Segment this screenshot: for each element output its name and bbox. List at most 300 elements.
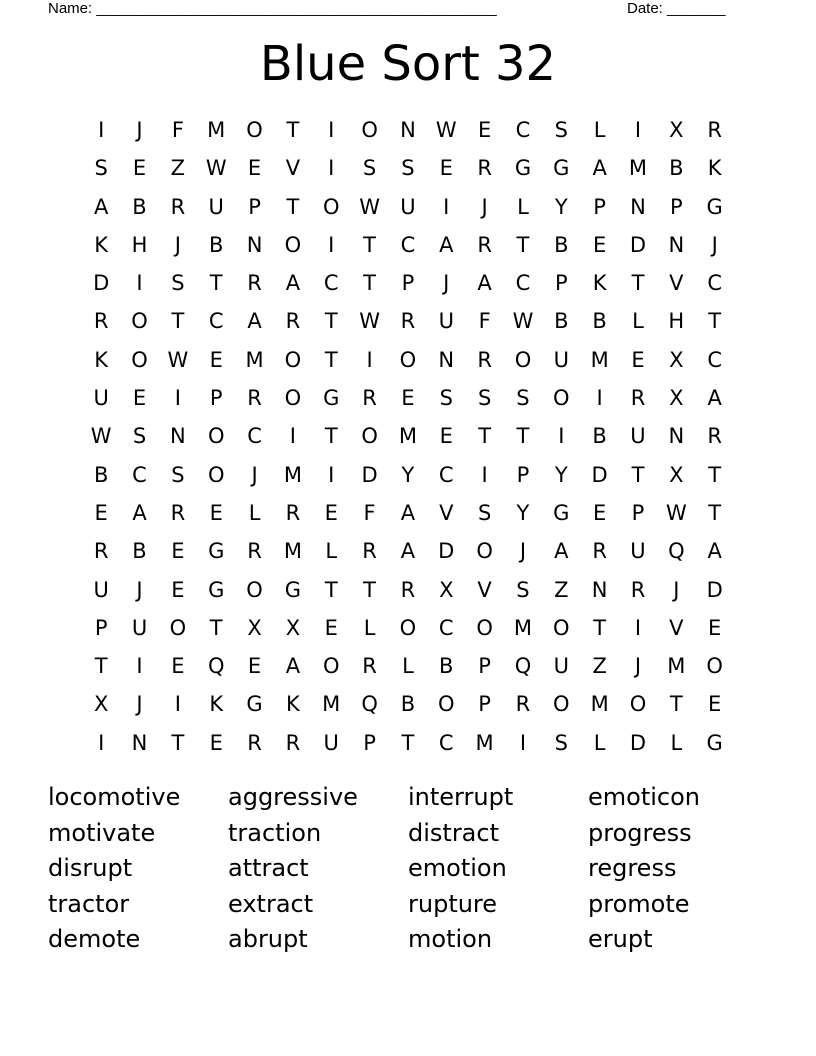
grid-cell: A (247, 309, 262, 334)
grid-row (82, 264, 734, 302)
grid-cell: U (93, 386, 109, 411)
grid-cell: N (438, 347, 455, 372)
grid-cell: O (322, 654, 340, 679)
grid-cell: B (554, 309, 569, 334)
grid-cell: R (247, 386, 262, 411)
grid-cell: I (98, 118, 105, 142)
grid-row (82, 111, 734, 149)
grid-cell: S (477, 500, 492, 525)
grid-cell: R (592, 539, 607, 564)
grid-cell: M (513, 615, 533, 640)
grid-cell: R (93, 309, 109, 334)
grid-cell: Y (554, 462, 568, 487)
grid-cell: I (289, 424, 296, 449)
grid-row (82, 188, 734, 226)
grid-cell: O (131, 309, 148, 334)
grid-cell: A (554, 539, 569, 564)
grid-cell: L (670, 730, 683, 755)
word-list-item: attract (228, 854, 309, 883)
word-list-item: distract (408, 818, 499, 847)
grid-cell: R (170, 194, 186, 219)
grid-cell: E (132, 156, 147, 181)
grid-cell: U (400, 194, 416, 219)
grid-cell: N (131, 730, 148, 755)
grid-cell: J (519, 539, 527, 564)
grid-cell: O (553, 386, 570, 411)
grid-cell: R (400, 309, 416, 334)
grid-cell: H (668, 309, 685, 334)
grid-cell: K (707, 156, 722, 181)
grid-cell: G (553, 156, 570, 181)
grid-cell: O (322, 194, 340, 219)
grid-cell: L (325, 539, 338, 564)
grid-cell: A (400, 539, 416, 564)
grid-cell: O (246, 118, 263, 142)
grid-cell: G (514, 156, 532, 181)
word-list-item: interrupt (408, 783, 514, 811)
grid-cell: W (359, 194, 380, 219)
page-title: Blue Sort 32 (259, 36, 557, 92)
grid-cell: E (171, 539, 185, 564)
grid-cell: J (443, 271, 450, 296)
grid-cell: T (516, 232, 530, 257)
grid-cell: O (284, 232, 302, 257)
grid-cell: E (324, 615, 338, 640)
grid-cell: F (478, 309, 491, 334)
word-list-item: emotion (408, 854, 507, 883)
grid-cell: S (171, 271, 185, 296)
grid-cell: T (401, 730, 415, 755)
grid-row (82, 456, 734, 494)
grid-cell: B (592, 309, 607, 334)
grid-cell: Q (514, 654, 532, 679)
grid-cell: L (517, 194, 529, 219)
grid-cell: O (246, 577, 263, 602)
grid-cell: D (629, 730, 647, 755)
grid-cell: B (554, 232, 569, 257)
grid-row (82, 685, 734, 723)
grid-cell: K (209, 692, 224, 717)
grid-cell: M (590, 692, 609, 717)
word-list-item: erupt (588, 925, 653, 954)
word-list-item: emoticon (588, 783, 700, 811)
grid-cell: I (558, 424, 565, 449)
grid-cell: E (708, 615, 722, 640)
grid-cell: I (366, 347, 373, 372)
grid-cell: L (632, 309, 644, 334)
grid-cell: T (478, 424, 492, 449)
grid-cell: O (207, 462, 225, 487)
grid-cell: I (174, 386, 181, 411)
grid-row (82, 226, 734, 264)
grid-cell: T (708, 462, 722, 487)
grid-cell: E (324, 500, 338, 525)
grid-cell: O (399, 615, 417, 640)
grid-cell: I (136, 271, 143, 296)
grid-cell: D (438, 539, 455, 564)
grid-cell: Y (401, 462, 415, 487)
grid-cell: W (665, 500, 687, 525)
grid-cell: M (283, 462, 302, 487)
grid-row (82, 532, 734, 570)
grid-cell: S (401, 156, 415, 181)
grid-cell: X (669, 347, 684, 372)
grid-cell: O (476, 615, 493, 640)
grid-cell: I (443, 194, 450, 219)
grid-cell: P (554, 271, 568, 296)
grid-cell: J (711, 232, 718, 257)
grid-cell: T (363, 577, 376, 602)
grid-cell: R (477, 347, 492, 372)
grid-cell: I (328, 118, 335, 142)
grid-cell: T (209, 615, 223, 640)
grid-cell: T (94, 654, 108, 679)
grid-cell: T (363, 232, 376, 257)
grid-cell: U (553, 347, 569, 372)
grid-cell: D (591, 462, 608, 487)
grid-cell: T (171, 309, 185, 334)
grid-cell: S (362, 156, 377, 181)
grid-cell: O (207, 424, 225, 449)
grid-cell: O (284, 347, 302, 372)
grid-cell: O (553, 615, 570, 640)
grid-cell: E (247, 156, 262, 181)
grid-cell: C (400, 232, 416, 257)
grid-row (82, 302, 734, 340)
grid-cell: D (361, 462, 378, 487)
grid-cell: K (94, 347, 109, 372)
grid-cell: E (631, 347, 645, 372)
grid-cell: V (669, 271, 684, 296)
grid-cell: T (286, 118, 300, 142)
grid-cell: M (628, 156, 648, 181)
word-list-item: traction (228, 818, 322, 847)
grid-cell: R (477, 156, 492, 181)
grid-cell: R (247, 539, 262, 564)
grid-cell: I (596, 386, 603, 411)
word-list-item: extract (228, 889, 314, 918)
grid-cell: P (478, 654, 491, 679)
grid-cell: R (170, 500, 186, 525)
grid-cell: T (708, 309, 722, 334)
grid-cell: O (284, 386, 302, 411)
grid-cell: E (477, 118, 492, 142)
grid-cell: O (438, 692, 455, 717)
grid-row (82, 494, 734, 532)
grid-cell: M (590, 347, 609, 372)
grid-cell: P (593, 194, 606, 219)
grid-cell: M (475, 730, 494, 755)
grid-cell: I (519, 730, 527, 755)
grid-cell: O (361, 118, 378, 142)
grid-cell: X (93, 692, 109, 717)
grid-cell: T (171, 730, 185, 755)
grid-cell: I (328, 156, 335, 181)
grid-cell: G (553, 500, 570, 525)
grid-cell: T (363, 271, 376, 296)
grid-cell: R (515, 692, 531, 717)
grid-cell: P (363, 730, 376, 755)
word-list-item: demote (48, 925, 141, 954)
date-field-label: Date: _______ (627, 0, 726, 17)
grid-cell: V (285, 156, 301, 181)
name-field-label: Name: ________________________________________________ (48, 0, 497, 17)
grid-cell: C (438, 462, 454, 487)
grid-cell: S (554, 730, 568, 755)
grid-cell: U (630, 539, 646, 564)
grid-cell: A (439, 232, 454, 257)
grid-cell: Q (361, 692, 378, 717)
grid-cell: C (132, 462, 147, 487)
grid-cell: G (208, 539, 225, 564)
grid-cell: T (286, 194, 300, 219)
grid-cell: E (439, 156, 453, 181)
grid-cell: V (439, 500, 454, 525)
grid-cell: T (324, 424, 338, 449)
grid-cell: B (132, 539, 147, 564)
grid-cell: B (208, 232, 224, 257)
grid-cell: P (478, 692, 491, 717)
grid-cell: A (132, 500, 147, 525)
grid-cell: E (94, 500, 108, 525)
grid-cell: C (515, 118, 531, 142)
grid-cell: O (169, 615, 187, 640)
grid-cell: N (668, 424, 685, 449)
grid-cell: A (400, 500, 416, 525)
grid-cell: Z (170, 156, 186, 181)
grid-cell: K (94, 232, 109, 257)
grid-cell: R (362, 386, 377, 411)
grid-cell: A (285, 654, 301, 679)
grid-cell: I (481, 462, 488, 487)
grid-cell: P (248, 194, 261, 219)
grid-cell: I (328, 232, 335, 257)
word-list-item: motion (408, 925, 493, 954)
grid-cell: N (668, 232, 685, 257)
grid-cell: S (554, 118, 568, 142)
word-list-item: rupture (408, 889, 498, 918)
grid-cell: A (285, 271, 301, 296)
grid-cell: O (131, 347, 148, 372)
grid-cell: D (629, 232, 647, 257)
grid-cell: T (516, 424, 530, 449)
grid-cell: W (205, 156, 227, 181)
grid-cell: U (208, 194, 224, 219)
grid-cell: O (361, 424, 378, 449)
grid-cell: J (251, 462, 258, 487)
grid-cell: J (136, 577, 143, 602)
word-list (48, 780, 768, 958)
grid-cell: T (324, 577, 338, 602)
grid-cell: R (93, 539, 109, 564)
grid-cell: N (400, 118, 416, 142)
grid-cell: C (515, 271, 531, 296)
grid-cell: S (516, 386, 530, 411)
grid-cell: R (285, 500, 301, 525)
header (48, 0, 748, 20)
grid-cell: W (167, 347, 189, 372)
grid-cell: R (707, 424, 722, 449)
grid-cell: U (438, 309, 454, 334)
word-list-item: progress (588, 818, 692, 847)
grid-cell: V (477, 577, 492, 602)
grid-cell: T (209, 271, 223, 296)
grid-cell: Z (592, 654, 607, 679)
grid-cell: T (631, 462, 645, 487)
grid-row (82, 609, 734, 647)
grid-cell: M (398, 424, 417, 449)
word-list-item: motivate (48, 818, 156, 847)
grid-cell: O (399, 347, 417, 372)
word-list-item: aggressive (228, 783, 358, 811)
grid-cell: T (324, 309, 338, 334)
grid-cell: F (171, 118, 184, 142)
grid-cell: S (516, 577, 530, 602)
grid-cell: L (593, 118, 606, 142)
grid-cell: J (136, 692, 143, 717)
grid-cell: R (362, 539, 377, 564)
grid-cell: R (630, 577, 646, 602)
word-list-item: disrupt (48, 854, 133, 883)
grid-cell: B (400, 692, 416, 717)
grid-cell: L (402, 654, 414, 679)
grid-cell: J (634, 654, 642, 679)
grid-cell: R (247, 730, 262, 755)
grid-cell: S (477, 386, 492, 411)
grid-cell: C (323, 271, 339, 296)
grid-cell: I (136, 654, 143, 679)
grid-cell: R (285, 730, 301, 755)
letter-grid (82, 111, 734, 762)
grid-cell: B (592, 424, 607, 449)
grid-cell: B (439, 654, 454, 679)
grid-cell: Y (554, 194, 568, 219)
grid-cell: G (284, 577, 302, 602)
grid-cell: M (283, 539, 302, 564)
grid-cell: T (708, 500, 722, 525)
grid-cell: E (209, 347, 223, 372)
grid-cell: D (93, 271, 110, 296)
grid-cell: U (630, 424, 646, 449)
grid-cell: U (553, 654, 569, 679)
grid-cell: O (553, 692, 570, 717)
grid-cell: P (209, 386, 223, 411)
grid-cell: U (323, 730, 339, 755)
grid-cell: E (247, 654, 262, 679)
grid-cell: M (322, 692, 341, 717)
grid-cell: S (439, 386, 453, 411)
grid-cell: R (630, 386, 646, 411)
grid-cell: R (477, 232, 492, 257)
grid-cell: Z (554, 577, 569, 602)
grid-cell: L (593, 730, 606, 755)
grid-cell: L (248, 500, 261, 525)
grid-cell: S (94, 156, 108, 181)
grid-cell: O (514, 347, 532, 372)
grid-cell: B (132, 194, 147, 219)
word-list-item: abrupt (228, 925, 308, 954)
grid-cell: Y (516, 500, 530, 525)
grid-cell: Q (207, 654, 225, 679)
grid-cell: C (438, 730, 454, 755)
grid-cell: N (246, 232, 263, 257)
grid-cell: C (438, 615, 454, 640)
grid-cell: X (669, 462, 684, 487)
grid-cell: J (136, 118, 143, 142)
grid-cell: C (707, 271, 722, 296)
grid-cell: N (170, 424, 186, 449)
grid-cell: S (171, 462, 185, 487)
grid-cell: A (707, 539, 722, 564)
grid-cell: B (93, 462, 109, 487)
grid-row (82, 724, 734, 762)
grid-cell: P (631, 500, 645, 525)
grid-cell: T (593, 615, 607, 640)
grid-cell: B (669, 156, 684, 181)
grid-cell: X (247, 615, 262, 640)
word-list-item: promote (588, 889, 690, 918)
grid-cell: E (209, 730, 223, 755)
grid-cell: T (324, 347, 338, 372)
grid-cell: I (328, 462, 335, 487)
grid-cell: J (673, 577, 680, 602)
grid-cell: D (706, 577, 723, 602)
grid-cell: M (245, 347, 264, 372)
grid-row (82, 341, 734, 379)
grid-cell: H (131, 232, 148, 257)
grid-cell: C (247, 424, 262, 449)
grid-cell: U (131, 615, 148, 640)
grid-cell: E (171, 577, 185, 602)
word-list-item: tractor (48, 889, 130, 918)
grid-cell: R (400, 577, 416, 602)
grid-cell: P (516, 462, 530, 487)
grid-cell: M (667, 654, 686, 679)
grid-cell: L (363, 615, 376, 640)
grid-cell: C (707, 347, 722, 372)
grid-cell: A (477, 271, 492, 296)
grid-cell: P (94, 615, 108, 640)
word-list-item: regress (588, 854, 677, 883)
grid-row (82, 379, 734, 417)
grid-cell: F (363, 500, 376, 525)
grid-cell: G (706, 730, 723, 755)
grid-cell: J (174, 232, 181, 257)
grid-cell: G (706, 194, 723, 219)
grid-cell: A (93, 194, 109, 219)
grid-cell: T (631, 271, 645, 296)
grid-row (82, 647, 734, 685)
grid-cell: J (481, 194, 488, 219)
grid-cell: G (323, 386, 340, 411)
grid-cell: I (634, 615, 642, 640)
grid-cell: Q (668, 539, 685, 564)
grid-cell: E (593, 500, 607, 525)
grid-cell: V (669, 615, 684, 640)
grid-cell: X (439, 577, 454, 602)
grid-row (82, 417, 734, 455)
grid-cell: W (359, 309, 380, 334)
grid-cell: T (669, 692, 683, 717)
grid-cell: N (630, 194, 646, 219)
grid-cell: X (285, 615, 301, 640)
grid-cell: A (707, 386, 722, 411)
grid-cell: G (208, 577, 225, 602)
grid-cell: E (209, 500, 223, 525)
grid-cell: W (512, 309, 534, 334)
grid-cell: S (132, 424, 147, 449)
grid-cell: R (707, 118, 722, 142)
